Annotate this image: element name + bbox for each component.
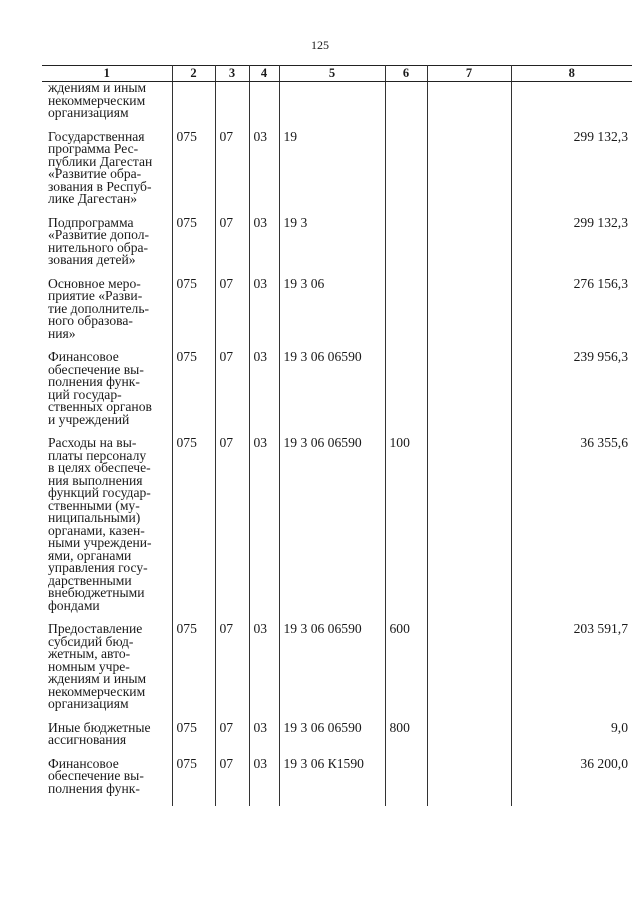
header-col-8: 8 <box>511 66 632 82</box>
header-col-6: 6 <box>385 66 427 82</box>
row-name-line: ными учреждени- <box>48 535 152 550</box>
row-name-line: некоммерческим <box>48 92 146 108</box>
table-row <box>42 278 632 352</box>
row-column-7 <box>427 278 511 352</box>
row-subsection-code: 03 <box>249 351 279 437</box>
row-name-line: приятие «Разви- <box>48 288 143 303</box>
row-name-line: ниципальными) <box>48 510 141 525</box>
row-amount: 299 132,3 <box>511 131 632 217</box>
row-name-line: некоммерческим <box>48 683 146 699</box>
row-name-line: публики Дагестан <box>48 153 153 169</box>
row-name-line: ния» <box>48 325 76 341</box>
row-name-line: Основное меро- <box>48 275 141 291</box>
row-name-line: в целях обеспече- <box>48 460 151 475</box>
row-section-code: 07 <box>215 217 249 278</box>
budget-table <box>42 65 632 806</box>
table-row <box>42 131 632 217</box>
row-section-code: 07 <box>215 351 249 437</box>
row-name <box>42 623 172 722</box>
row-subsection-code <box>249 82 279 131</box>
row-column-7 <box>427 82 511 131</box>
header-col-7: 7 <box>427 66 511 82</box>
row-name-line: ственных органов <box>48 399 152 414</box>
row-column-7 <box>427 623 511 722</box>
row-name-line: программа Рес- <box>48 141 139 156</box>
row-subsection-code: 03 <box>249 758 279 807</box>
row-amount <box>511 82 632 131</box>
row-admin-code: 075 <box>172 217 215 278</box>
row-subsection-code: 03 <box>249 437 279 623</box>
row-subsection-code: 03 <box>249 623 279 722</box>
row-target-code: 19 3 06 06590 <box>279 623 385 722</box>
row-expense-type-code: 600 <box>385 623 427 722</box>
table-row <box>42 722 632 758</box>
row-name-line: и учреждений <box>48 411 130 427</box>
table-row <box>42 437 632 623</box>
row-name-line: «Развитие допол- <box>48 227 150 242</box>
row-name-line: Иные бюджетные <box>48 719 151 735</box>
row-name-line: ждениям и иным <box>48 671 147 686</box>
row-section-code: 07 <box>215 278 249 352</box>
row-amount: 9,0 <box>511 722 632 758</box>
row-name-line: Финансовое <box>48 755 119 771</box>
row-column-7 <box>427 131 511 217</box>
row-name-line: полнения функ- <box>48 780 140 796</box>
row-target-code: 19 3 06 06590 <box>279 437 385 623</box>
row-amount: 36 200,0 <box>511 758 632 807</box>
row-name-line: ждениям и иным <box>48 80 147 95</box>
row-expense-type-code <box>385 217 427 278</box>
table-body <box>42 82 632 807</box>
row-expense-type-code <box>385 351 427 437</box>
row-name-line: жетным, авто- <box>48 646 131 661</box>
row-name-line: Финансовое <box>48 349 119 364</box>
row-amount: 239 956,3 <box>511 351 632 437</box>
row-name-line: управления госу- <box>48 560 148 575</box>
row-admin-code: 075 <box>172 351 215 437</box>
page-number: 125 <box>311 38 329 52</box>
row-name <box>42 82 172 131</box>
row-target-code: 19 <box>279 131 385 217</box>
row-column-7 <box>427 351 511 437</box>
row-name-line: дарственными <box>48 572 132 588</box>
budget-table-container <box>42 65 632 837</box>
row-name-line: ного образова- <box>48 313 133 328</box>
row-expense-type-code: 800 <box>385 722 427 758</box>
row-amount: 299 132,3 <box>511 217 632 278</box>
row-section-code: 07 <box>215 758 249 807</box>
row-name <box>42 755 172 807</box>
row-name-line: зования детей» <box>48 252 136 267</box>
row-name <box>42 128 172 217</box>
row-section-code: 07 <box>215 131 249 217</box>
row-name-line: ций государ- <box>48 386 122 402</box>
row-target-code: 19 3 06 <box>279 278 385 352</box>
row-amount: 276 156,3 <box>511 278 632 352</box>
row-subsection-code: 03 <box>249 278 279 352</box>
row-expense-type-code <box>385 82 427 131</box>
row-expense-type-code <box>385 758 427 807</box>
table-row <box>42 217 632 278</box>
row-name-line: ния выполнения <box>48 472 143 488</box>
row-name-line: ассигнования <box>48 732 127 747</box>
table-row <box>42 82 632 131</box>
row-target-code: 19 3 06 06590 <box>279 722 385 758</box>
row-section-code <box>215 82 249 131</box>
row-name-line: Подпрограмма <box>48 214 134 230</box>
row-name-line: фондами <box>48 597 100 613</box>
row-column-7 <box>427 758 511 807</box>
row-amount: 203 591,7 <box>511 623 632 722</box>
header-col-4: 4 <box>249 66 279 82</box>
row-admin-code: 075 <box>172 758 215 807</box>
row-name-line: органами, казен- <box>48 522 145 538</box>
row-amount: 36 355,6 <box>511 437 632 623</box>
row-column-7 <box>427 722 511 758</box>
row-column-7 <box>427 437 511 623</box>
row-name-line: ями, органами <box>48 547 132 563</box>
row-target-code <box>279 82 385 131</box>
row-column-7 <box>427 217 511 278</box>
row-subsection-code: 03 <box>249 131 279 217</box>
row-section-code: 07 <box>215 722 249 758</box>
header-col-5: 5 <box>279 66 385 82</box>
row-target-code: 19 3 06 К1590 <box>279 758 385 807</box>
row-admin-code: 075 <box>172 278 215 352</box>
row-name-line: обеспечение вы- <box>48 361 144 377</box>
row-name-line: функций государ- <box>48 485 151 500</box>
row-admin-code: 075 <box>172 437 215 623</box>
row-target-code: 19 3 <box>279 217 385 278</box>
row-name <box>42 437 172 623</box>
row-admin-code <box>172 82 215 131</box>
row-section-code: 07 <box>215 623 249 722</box>
row-name-line: полнения функ- <box>48 374 140 389</box>
row-name-line: Расходы на вы- <box>48 435 137 450</box>
row-expense-type-code: 100 <box>385 437 427 623</box>
row-name <box>42 719 172 758</box>
row-name-line: субсидий бюд- <box>48 633 134 649</box>
row-name-line: платы персоналу <box>48 447 147 463</box>
row-name-line: ственными (му- <box>48 497 140 513</box>
row-admin-code: 075 <box>172 722 215 758</box>
table-row <box>42 351 632 437</box>
row-target-code: 19 3 06 06590 <box>279 351 385 437</box>
table-row <box>42 623 632 722</box>
row-name-line: лике Дагестан» <box>48 191 138 206</box>
header-col-3: 3 <box>215 66 249 82</box>
row-name-line: Государственная <box>48 128 145 144</box>
header-col-2: 2 <box>172 66 215 82</box>
header-col-1: 1 <box>42 66 172 82</box>
row-name <box>42 275 172 352</box>
row-subsection-code: 03 <box>249 722 279 758</box>
row-name-line: внебюджетными <box>48 585 145 600</box>
row-name-line: номным учре- <box>48 658 130 674</box>
row-name-line: организациям <box>48 696 129 711</box>
row-name <box>42 351 172 437</box>
row-expense-type-code <box>385 131 427 217</box>
row-name-line: организациям <box>48 105 129 120</box>
table-row <box>42 758 632 807</box>
row-admin-code: 075 <box>172 623 215 722</box>
row-name-line: «Развитие обра- <box>48 166 142 181</box>
row-name-line: Предоставление <box>48 621 143 636</box>
row-name-line: обеспечение вы- <box>48 768 144 783</box>
row-admin-code: 075 <box>172 131 215 217</box>
row-name-line: нительного обра- <box>48 239 149 255</box>
row-subsection-code: 03 <box>249 217 279 278</box>
row-name-line: тие дополнитель- <box>48 300 150 316</box>
row-name-line: зования в Респуб- <box>48 178 152 194</box>
row-name <box>42 214 172 278</box>
row-expense-type-code <box>385 278 427 352</box>
row-section-code: 07 <box>215 437 249 623</box>
